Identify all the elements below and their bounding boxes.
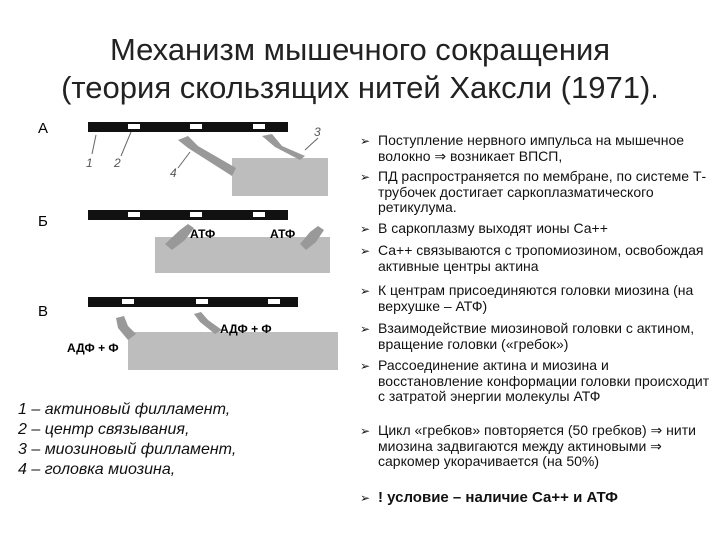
arrowhead-bullet-icon: ➢ [360,424,371,438]
pointer-line [178,152,190,168]
title-line-2: (теория скользящих нитей Хаксли (1971). [61,70,659,105]
panel-letter-a: А [38,120,49,137]
legend-item: 2 – центр связывания, [18,421,190,438]
arrowhead-bullet-icon: ➢ [360,284,371,298]
pointer-line [92,135,96,154]
sliding-filament-diagram [0,0,360,400]
number-label: 4 [170,166,177,180]
panel-letter-c: В [38,303,49,320]
myosin-head [194,312,222,334]
myosin-head [262,134,305,160]
legend-item: 1 – актиновый филламент, [18,401,231,418]
panel-a [38,120,328,196]
myosin-filament [232,158,328,196]
panel-c [38,297,338,370]
number-label: 1 [86,156,93,170]
myosin-filament [128,332,338,370]
legend-item: 4 – головка миозина, [18,461,176,478]
list-item: ➢ ПД распространяется по мембране, по системе Т- трубочек достигает саркоплазматического ретикулума. [360,168,707,215]
binding-site [128,124,140,129]
panel-letter-b: Б [38,213,48,230]
panel-b [38,210,330,273]
binding-site [253,124,265,129]
actin-filament [88,297,298,307]
number-label: 3 [314,125,321,139]
diagram-legend [18,400,236,480]
binding-site [190,212,202,217]
pointer-line [305,138,318,150]
list-item: ➢ Поступление нервного импульса на мышечное волокно ⇒ возникает ВПСП, [360,132,685,164]
list-item: ➢ Са++ связываются с тропомиозином, освобождая активные центры актина [360,242,704,274]
list-item: ➢ Цикл «гребков» повторяется (50 гребков) ⇒ нити миозина задвигаются между актиновыми ⇒ саркомер укорачивается (на 50%) [360,422,696,469]
arrowhead-bullet-icon: ➢ [360,359,371,373]
title-line-1: Механизм мышечного сокращения [109,32,611,67]
list-item: ➢ ! условие – наличие Са++ и АТФ [360,489,618,506]
adp-label: АДФ + Ф [67,341,119,355]
arrowhead-bullet-icon: ➢ [360,134,371,148]
binding-site [190,124,202,129]
pointer-line [121,132,131,156]
list-item: ➢ Взаимодействие миозиновой головки с актином, вращение головки («гребок») [360,320,695,352]
atp-label: АТФ [190,227,216,241]
arrowhead-bullet-icon: ➢ [360,170,371,184]
arrowhead-bullet-icon: ➢ [360,491,371,505]
legend-item: 3 – миозиновый филламент, [18,441,237,458]
binding-site [253,212,265,217]
adp-label: АДФ + Ф [220,322,272,336]
binding-site [122,299,134,304]
arrowhead-bullet-icon: ➢ [360,244,371,258]
binding-site [268,299,280,304]
list-item: ➢ К центрам присоединяются головки миозина (на верхушке – АТФ) [360,282,694,314]
list-item: ➢ Рассоединение актина и миозина и восстановление конформации головки происходит с затратой энергии молекулы АТФ [360,357,710,404]
arrowhead-bullet-icon: ➢ [360,322,371,336]
binding-site [196,299,208,304]
list-item: ➢ В саркоплазму выходят ионы Са++ [360,220,608,236]
arrowhead-bullet-icon: ➢ [360,222,371,236]
number-label: 2 [114,156,121,170]
binding-site [128,212,140,217]
atp-label: АТФ [270,227,296,241]
